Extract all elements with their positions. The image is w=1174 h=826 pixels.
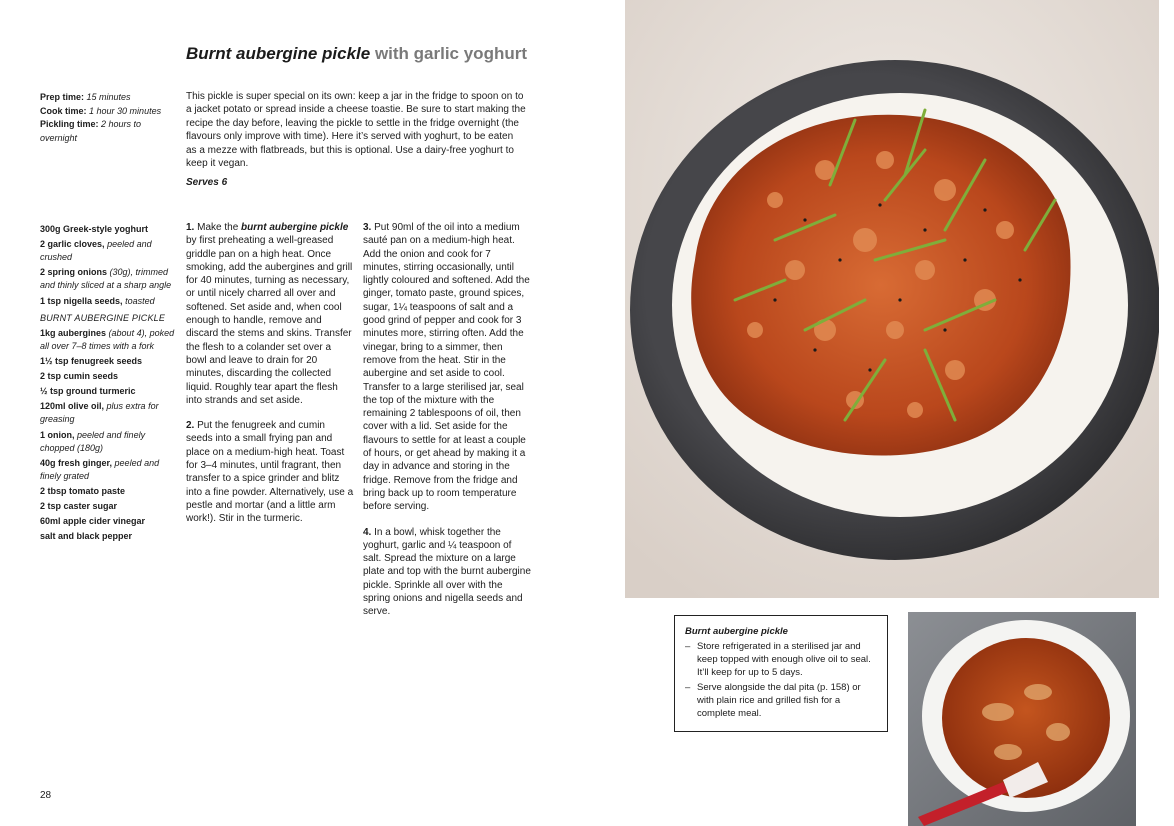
ingredients-list [40, 223, 182, 546]
method-step-2: 2. Put the fenugreek and cumin seeds into a small frying pan and place on a medium-high heat. Toast for 3–4 minutes, until fragrant, then transfer to a spice grinder and blitz into a fine powder. Alternatively, use a pestle and mortar (and a little arm work!). Stir in the turmeric. [186, 420, 354, 525]
pickling-time: Pickling time: 2 hours to overnight [40, 119, 142, 143]
tip-item: – Store refrigerated in a sterilised jar and keep topped with enough olive oil to seal. It’ll keep for up to 5 days. [685, 641, 871, 679]
ingredient: 1 tsp nigella seeds, toasted [40, 295, 155, 306]
ingredient: 2 tsp caster sugar [40, 501, 118, 512]
method-step-1: 1. Make the burnt aubergine pickle by first preheating a well-greased griddle pan on a high heat. Once smoking, add the aubergines and grill for 40 minutes, turning as necessary, or until nicely charred all over and softened. Set aside and, when cool enough to handle, remove and discard the stems and skins. Transfer the flesh to a colander set over a bowl and leave to drain for 20 minutes, discarding the collected liquid. Roughly tear apart the flesh into strands and set aside. [186, 222, 353, 406]
dash-icon: – [685, 641, 691, 652]
cook-time: Cook time: 1 hour 30 minutes [40, 105, 162, 116]
recipe-title-sub: with garlic yoghurt [374, 44, 527, 63]
ingredient: 40g fresh ginger, peeled and finely grated [40, 457, 160, 481]
ingredient: 300g Greek-style yoghurt [40, 224, 149, 234]
ingredient: 1½ tsp fenugreek seeds [40, 355, 143, 366]
pickle-bowl-photo [908, 612, 1136, 826]
recipe-title [186, 44, 527, 64]
ingredient: salt and black pepper [40, 531, 133, 542]
ingredient: 2 spring onions (30g), trimmed and thinly sliced at a sharp angle [40, 267, 172, 291]
dash-icon: – [685, 681, 691, 693]
storage-tip-box [674, 615, 888, 732]
tip-title: Burnt aubergine pickle [685, 626, 788, 637]
prep-time: Prep time: 15 minutes [40, 92, 131, 102]
method-column-2 [363, 221, 531, 631]
ingredient: 1 onion, peeled and finely chopped (180g) [40, 429, 146, 453]
page-number: 28 [40, 790, 52, 801]
ingredient: 2 tsp cumin seeds [40, 370, 119, 381]
ingredient: 2 garlic cloves, peeled and crushed [40, 239, 152, 263]
ingredient: 60ml apple cider vinegar [40, 516, 146, 527]
serves: Serves 6 [186, 177, 228, 188]
ingredient: ½ tsp ground turmeric [40, 386, 136, 397]
ingredient: 1kg aubergines (about 4), poked all over 7–8 times with a fork [40, 327, 175, 351]
dish-photo [625, 0, 1159, 598]
method-step-4: 4. In a bowl, whisk together the yoghurt, garlic and ¼ teaspoon of salt. Spread the mixture on a large plate and top with the burnt aubergine pickle. Sprinkle all over with the spring onions and nigella seeds and serve. [363, 526, 531, 618]
recipe-intro: This pickle is super special on its own: keep a jar in the fridge to spoon on to a jacket potato or spread inside a cheese toastie. Be sure to start making the recipe the day before, leaving the pickle to settle in the fridge overnight (the flavours only improve with time). Here it’s served with yoghurt, to be eaten as a mezze with flatbreads, but this is optional. Use a dairy-free yoghurt to keep it vegan. [186, 91, 526, 170]
ingredients-subheading: BURNT AUBERGINE PICKLE [40, 312, 166, 323]
method-step-3: 3. Put 90ml of the oil into a medium sauté pan on a medium-high heat. Add the onion and cook for 7 minutes, stirring occasionally, until lightly coloured and softened. Add the ginger, tomato paste, ground spices, sugar, 1¼ teaspoons of salt and a good grind of pepper and cook for 3 minutes more, stirring often. Add the vinegar, bring to a simmer, then remove from the heat. Stir in the aubergine and set aside to cool. Transfer to a large sterilised jar, seal the top of the mixture with the remaining 2 tablespoons of oil, then cover with a lid. Set aside for the flavours to settle for at least a couple of hours, or get ahead by making it a day in advance and storing in the fridge. Remove from the fridge and bring back up to room temperature before serving. [363, 222, 530, 513]
tip-item: – Serve alongside the dal pita (p. 158) or with plain rice and grilled fish for a complete meal. [685, 681, 861, 720]
recipe-title-main: Burnt aubergine pickle [186, 44, 371, 63]
ingredient: 2 tbsp tomato paste [40, 485, 126, 496]
recipe-times [40, 91, 180, 145]
method-column-1 [186, 221, 354, 538]
ingredient: 120ml olive oil, plus extra for greasing [40, 401, 159, 425]
